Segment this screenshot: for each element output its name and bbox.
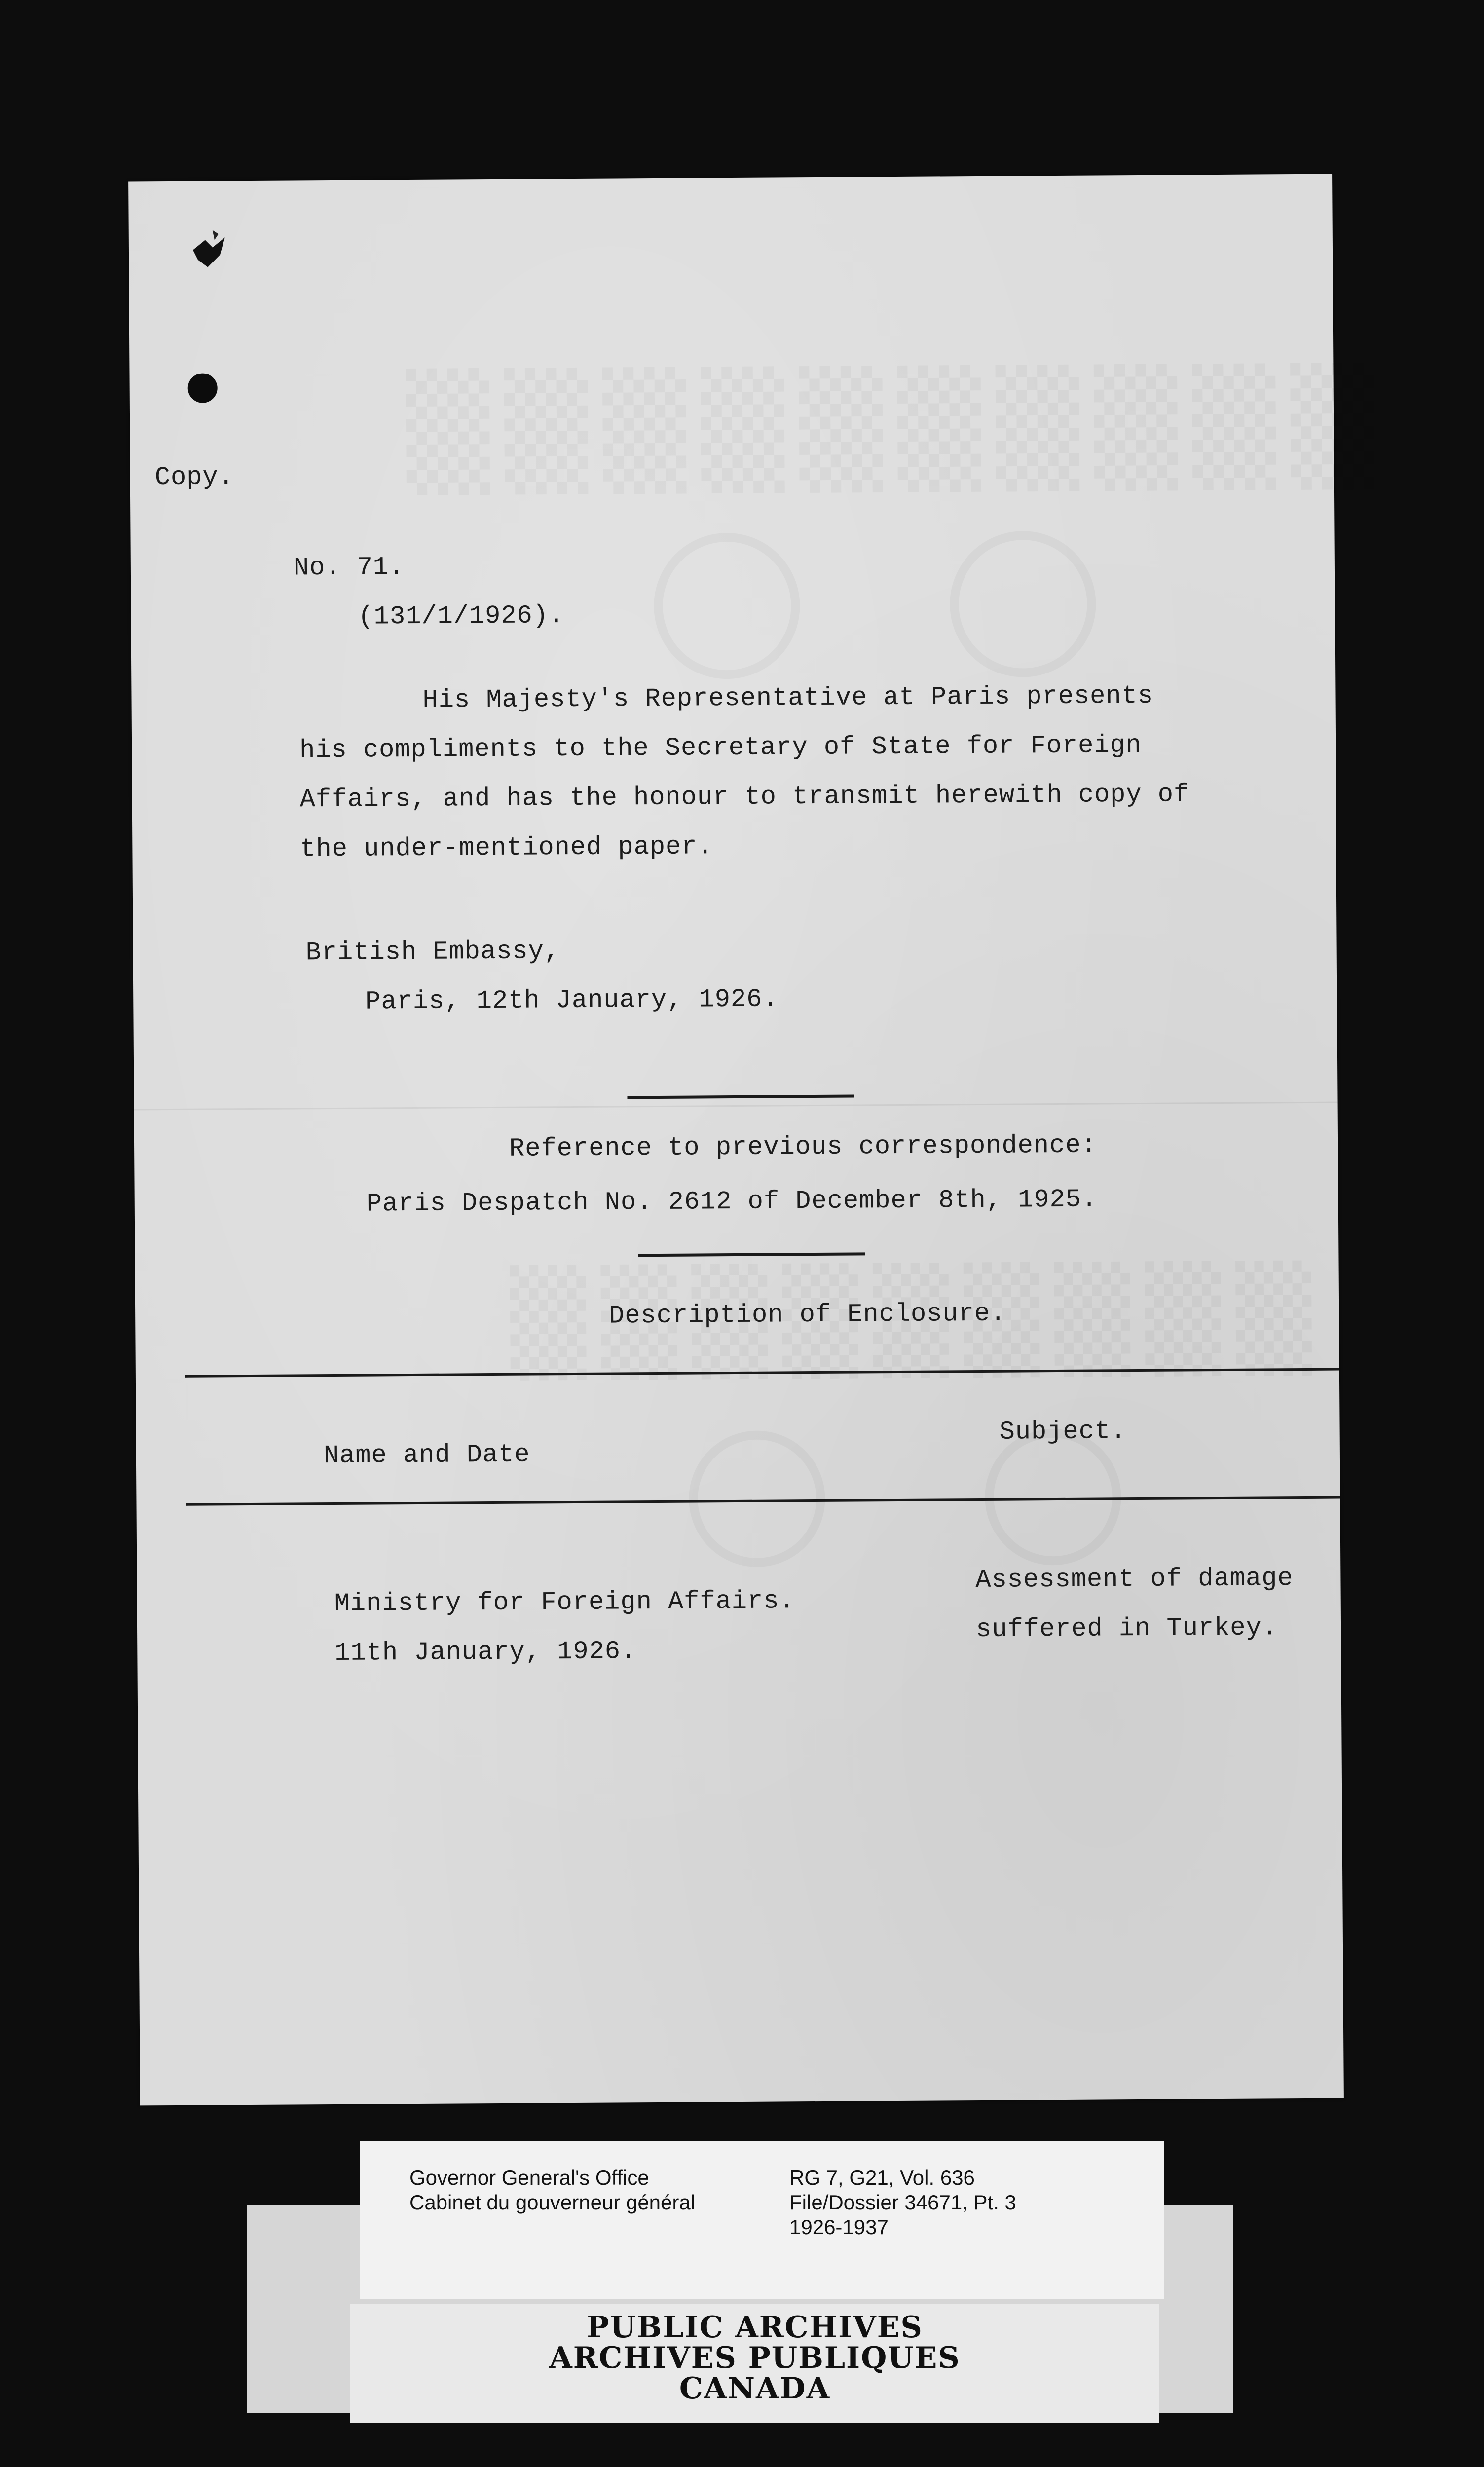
body-line: his compliments to the Secretary of State for Foreign [299,730,1142,765]
body-line: His Majesty's Representative at Paris presents [422,681,1154,715]
label-office-en: Governor General's Office [409,2166,649,2189]
separator-rule [638,1252,865,1257]
label-file: File/Dossier 34671, Pt. 3 [789,2191,1016,2214]
body-line: Affairs, and has the honour to transmit herewith copy of [299,780,1190,815]
enclosure-subject: Assessment of damage [975,1564,1294,1595]
despatch-reference: (131/1/1926). [358,601,565,632]
fold-crease [134,1102,1338,1111]
enclosure-name: Ministry for Foreign Affairs. [334,1586,795,1618]
column-header-subject: Subject. [999,1417,1127,1447]
enclosure-subject: suffered in Turkey. [975,1613,1278,1645]
stand-line-canada: CANADA [679,2371,831,2406]
document-sheet [128,174,1344,2106]
stand-line-public-archives: PUBLIC ARCHIVES [587,2310,923,2345]
enclosure-heading: Description of Enclosure. [608,1299,1006,1331]
sender-date-line: Paris, 12th January, 1926. [365,984,779,1016]
previous-correspondence-heading: Reference to previous correspondence: [509,1130,1097,1163]
watermark-band-top [406,361,1389,495]
despatch-number: No. 71. [293,553,405,583]
stand-line-archives-publiques: ARCHIVES PUBLIQUES [549,2341,961,2375]
label-record-group: RG 7, G21, Vol. 636 [789,2166,975,2189]
label-office-fr: Cabinet du gouverneur général [409,2191,696,2214]
watermark-seal [985,1428,1122,1566]
punch-hole-icon [187,373,217,403]
tear-mark-icon [178,220,243,285]
body-line: the under-mentioned paper. [300,832,713,864]
watermark-seal [949,531,1096,678]
previous-correspondence-detail: Paris Despatch No. 2612 of December 8th, 1925. [366,1185,1098,1219]
archive-stand-plate [350,2304,1159,2423]
sender-line: British Embassy, [305,936,560,968]
archive-label-card [360,2141,1164,2299]
watermark-seal [689,1430,826,1568]
enclosure-date: 11th January, 1926. [334,1637,637,1668]
label-dates: 1926-1937 [789,2215,889,2239]
separator-rule [627,1095,854,1099]
watermark-seal [653,532,800,679]
column-header-name-date: Name and Date [323,1440,530,1471]
copy-mark: Copy. [154,462,234,492]
